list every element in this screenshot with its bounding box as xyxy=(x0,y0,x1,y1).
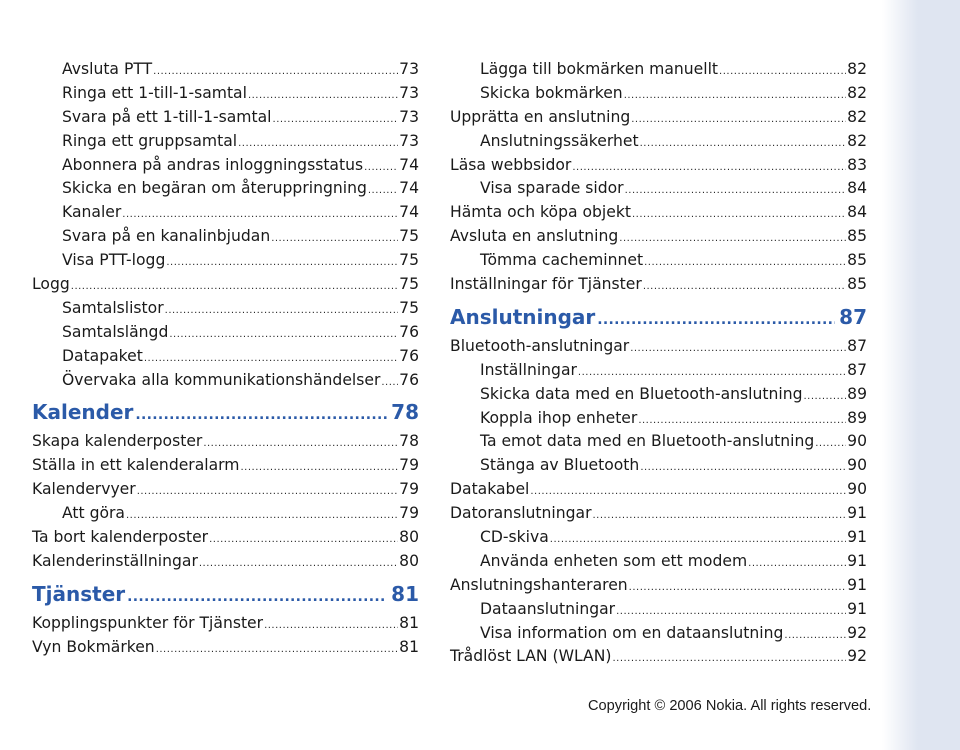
page-number: 82 xyxy=(847,107,867,126)
page-number: 84 xyxy=(847,179,867,198)
toc-entry-bluetooth-anslutningar[interactable] xyxy=(450,335,867,359)
dot-leader xyxy=(126,504,398,528)
toc-entry-installningar[interactable] xyxy=(450,359,867,383)
dot-leader xyxy=(612,647,846,671)
entry-title: Datoranslutningar xyxy=(450,504,592,523)
entry-title: Hämta och köpa objekt xyxy=(450,203,631,222)
toc-entry-avsluta-ptt[interactable] xyxy=(32,58,419,82)
dot-leader xyxy=(156,638,398,662)
page-number: 73 xyxy=(399,83,419,102)
dot-leader xyxy=(238,132,398,156)
entry-title: Bluetooth-anslutningar xyxy=(450,336,630,355)
toc-entry-att-gora[interactable] xyxy=(32,502,419,526)
dot-leader xyxy=(643,275,846,299)
entry-title: Anslutningshanteraren xyxy=(450,575,628,594)
page-number: 75 xyxy=(399,298,419,317)
toc-entry-stalla-in-ett-kalenderalarm[interactable] xyxy=(32,454,419,478)
entry-title: Stänga av Bluetooth xyxy=(480,456,640,475)
toc-entry-anslutningssakerhet[interactable] xyxy=(450,130,867,154)
page-number: 91 xyxy=(847,575,867,594)
dot-leader xyxy=(630,337,846,361)
page-number: 92 xyxy=(847,647,867,666)
entry-title: Samtalslistor xyxy=(62,298,164,317)
dot-leader xyxy=(127,579,387,615)
dot-leader xyxy=(199,552,398,576)
page-number: 84 xyxy=(847,203,867,222)
toc-entry-avsluta-en-anslutning[interactable] xyxy=(450,225,867,249)
entry-title: Svara på ett 1-till-1-samtal xyxy=(62,107,272,126)
page-number: 76 xyxy=(399,346,419,365)
page-number: 92 xyxy=(847,623,867,642)
entry-title: Ta bort kalenderposter xyxy=(32,528,209,547)
dot-leader xyxy=(578,361,846,385)
page-number: 75 xyxy=(399,275,419,294)
toc-entry-svara-pa-en-kanalinbjudan[interactable] xyxy=(32,225,419,249)
page-number: 79 xyxy=(399,456,419,475)
toc-entry-skicka-bokmarken[interactable] xyxy=(450,82,867,106)
page-number: 80 xyxy=(399,551,419,570)
page-number: 81 xyxy=(399,637,419,656)
page-number: 83 xyxy=(847,155,867,174)
toc-entry-vyn-bokmarken[interactable] xyxy=(32,636,419,660)
dot-leader xyxy=(803,385,846,409)
dot-leader xyxy=(815,432,846,456)
dot-leader xyxy=(638,409,846,433)
entry-title: Trådlöst LAN (WLAN) xyxy=(450,647,612,666)
toc-entry-cd-skiva[interactable] xyxy=(450,526,867,550)
toc-section-heading-anslutningar[interactable] xyxy=(450,299,867,335)
page-number: 85 xyxy=(847,227,867,246)
dot-leader xyxy=(273,108,399,132)
toc-entry-datoranslutningar[interactable] xyxy=(450,502,867,526)
page-number: 82 xyxy=(847,60,867,78)
entry-title: Datakabel xyxy=(450,480,530,499)
section-title: Anslutningar xyxy=(450,304,596,329)
page-number: 87 xyxy=(847,360,867,379)
toc-entry-abonnera-pa-andras-inloggningsstatus[interactable] xyxy=(32,154,419,178)
entry-title: Visa PTT-logg xyxy=(62,251,166,270)
entry-title: Avsluta PTT xyxy=(62,60,153,78)
dot-leader xyxy=(166,251,398,275)
dot-leader xyxy=(550,528,846,552)
page-number: 81 xyxy=(399,613,419,632)
toc-entry-hamta-och-kopa-objekt[interactable] xyxy=(450,201,867,225)
toc-entry-visa-information-om-en-dataanslutning[interactable] xyxy=(450,622,867,646)
dot-leader xyxy=(203,432,398,456)
entry-title: Visa sparade sidor xyxy=(480,179,624,198)
page-number: 73 xyxy=(399,131,419,150)
page-number: 78 xyxy=(391,400,419,425)
dot-leader xyxy=(122,203,398,227)
toc-entry-stanga-av-bluetooth[interactable] xyxy=(450,454,867,478)
dot-leader xyxy=(165,299,399,323)
toc-entry-samtalslistor[interactable] xyxy=(32,297,419,321)
dot-leader xyxy=(631,108,846,132)
page-number: 82 xyxy=(847,131,867,150)
section-title: Kalender xyxy=(32,400,134,425)
dot-leader xyxy=(137,480,398,504)
entry-title: Lägga till bokmärken manuellt xyxy=(480,60,719,78)
page-number: 89 xyxy=(847,408,867,427)
section-title: Tjänster xyxy=(32,581,126,606)
dot-leader xyxy=(271,227,398,251)
entry-title: Koppla ihop enheter xyxy=(480,408,638,427)
toc-entry-tomma-cacheminnet[interactable] xyxy=(450,249,867,273)
entry-title: Anslutningssäkerhet xyxy=(480,131,639,150)
page-number: 91 xyxy=(847,551,867,570)
entry-title: Ta emot data med en Bluetooth-anslutning xyxy=(480,432,815,451)
dot-leader xyxy=(530,480,846,504)
entry-title: Övervaka alla kommunikationshändelser xyxy=(62,370,381,389)
dot-leader xyxy=(719,60,846,84)
dot-leader xyxy=(381,371,398,395)
entry-title: Skapa kalenderposter xyxy=(32,432,203,451)
page-number: 90 xyxy=(847,456,867,475)
dot-leader xyxy=(619,227,846,251)
page-number: 91 xyxy=(847,528,867,547)
page-number: 76 xyxy=(399,370,419,389)
toc-entry-visa-ptt-logg[interactable] xyxy=(32,249,419,273)
page-number: 87 xyxy=(839,304,867,329)
dot-leader xyxy=(616,600,846,624)
toc-entry-anvanda-enheten-som-ett-modem[interactable] xyxy=(450,550,867,574)
entry-title: Samtalslängd xyxy=(62,322,169,341)
dot-leader xyxy=(248,84,398,108)
entry-title: Skicka data med en Bluetooth-anslutning xyxy=(480,384,803,403)
dot-leader xyxy=(624,84,846,108)
dot-leader xyxy=(153,60,398,84)
entry-title: Dataanslutningar xyxy=(480,599,616,618)
dot-leader xyxy=(71,275,398,299)
toc-entry-visa-sparade-sidor[interactable] xyxy=(450,177,867,201)
dot-leader xyxy=(368,179,398,203)
toc-entry-koppla-ihop-enheter[interactable] xyxy=(450,407,867,431)
page-number: 76 xyxy=(399,322,419,341)
toc-entry-ta-bort-kalenderposter[interactable] xyxy=(32,526,419,550)
toc-entry-anslutningshanteraren[interactable] xyxy=(450,574,867,598)
dot-leader xyxy=(364,156,398,180)
page-number: 74 xyxy=(399,179,419,198)
dot-leader xyxy=(597,302,835,338)
toc-entry-skapa-kalenderposter[interactable] xyxy=(32,430,419,454)
entry-title: Att göra xyxy=(62,504,125,523)
toc-entry-overvaka-alla-kommunikationshandelser[interactable] xyxy=(32,369,419,393)
entry-title: Inställningar för Tjänster xyxy=(450,275,642,294)
entry-title: Tömma cacheminnet xyxy=(480,251,644,270)
page-number: 75 xyxy=(399,227,419,246)
page-number: 79 xyxy=(399,504,419,523)
dot-leader xyxy=(632,203,846,227)
dot-leader xyxy=(264,614,398,638)
entry-title: Skicka bokmärken xyxy=(480,83,623,102)
page-number: 75 xyxy=(399,251,419,270)
toc-entry-kanaler[interactable] xyxy=(32,201,419,225)
entry-title: Ställa in ett kalenderalarm xyxy=(32,456,240,475)
dot-leader xyxy=(241,456,399,480)
toc-entry-lagga-till-bokmarken-manuellt[interactable] xyxy=(450,58,867,82)
dot-leader xyxy=(144,347,398,371)
dot-leader xyxy=(784,624,846,648)
dot-leader xyxy=(135,397,387,433)
page-number: 85 xyxy=(847,275,867,294)
page-number: 82 xyxy=(847,83,867,102)
toc-entry-uppratta-en-anslutning[interactable] xyxy=(450,106,867,130)
toc-entry-kalendervyer[interactable] xyxy=(32,478,419,502)
entry-title: Logg xyxy=(32,275,70,294)
toc-entry-samtalslangd[interactable] xyxy=(32,321,419,345)
entry-title: Visa information om en dataanslutning xyxy=(480,623,784,642)
page-number: 73 xyxy=(399,107,419,126)
toc-entry-datakabel[interactable] xyxy=(450,478,867,502)
entry-title: Ringa ett 1-till-1-samtal xyxy=(62,83,247,102)
page-number: 74 xyxy=(399,203,419,222)
toc-entry-kalenderinstallningar[interactable] xyxy=(32,550,419,574)
dot-leader xyxy=(593,504,847,528)
page-number: 80 xyxy=(399,528,419,547)
entry-title: Inställningar xyxy=(480,360,577,379)
entry-title: Kanaler xyxy=(62,203,122,222)
entry-title: Upprätta en anslutning xyxy=(450,107,631,126)
toc-entry-logg[interactable] xyxy=(32,273,419,297)
page-number: 81 xyxy=(391,581,419,606)
entry-title: Svara på en kanalinbjudan xyxy=(62,227,271,246)
page-number: 85 xyxy=(847,251,867,270)
page-number: 90 xyxy=(847,432,867,451)
dot-leader xyxy=(572,156,846,180)
toc-entry-datapaket[interactable] xyxy=(32,345,419,369)
page-number: 91 xyxy=(847,504,867,523)
page-number: 78 xyxy=(399,432,419,451)
dot-leader xyxy=(169,323,398,347)
page-number: 73 xyxy=(399,60,419,78)
page-number: 89 xyxy=(847,384,867,403)
entry-title: Kalendervyer xyxy=(32,480,136,499)
toc-entry-ringa-ett-1-till-1-samtal[interactable] xyxy=(32,82,419,106)
entry-title: Kopplingspunkter för Tjänster xyxy=(32,613,264,632)
page-number: 91 xyxy=(847,599,867,618)
copyright-notice: Copyright © 2006 Nokia. All rights reserved. xyxy=(588,698,872,714)
toc-entry-skicka-en-begaran-om-ateruppringning[interactable] xyxy=(32,177,419,201)
dot-leader xyxy=(748,552,846,576)
entry-title: Avsluta en anslutning xyxy=(450,227,619,246)
toc-entry-ringa-ett-gruppsamtal[interactable] xyxy=(32,130,419,154)
page-number: 79 xyxy=(399,480,419,499)
toc-section-heading-kalender[interactable] xyxy=(32,394,419,430)
entry-title: Skicka en begäran om återuppringning xyxy=(62,179,367,198)
dot-leader xyxy=(640,132,847,156)
toc-entry-dataanslutningar[interactable] xyxy=(450,598,867,622)
page-number: 90 xyxy=(847,480,867,499)
toc-entry-installningar-for-tjanster[interactable] xyxy=(450,273,867,297)
entry-title: Kalenderinställningar xyxy=(32,551,198,570)
entry-title: Abonnera på andras inloggningsstatus xyxy=(62,155,364,174)
page-number: 74 xyxy=(399,155,419,174)
entry-title: Vyn Bokmärken xyxy=(32,637,155,656)
entry-title: Ringa ett gruppsamtal xyxy=(62,131,238,150)
entry-title: Använda enheten som ett modem xyxy=(480,551,748,570)
dot-leader xyxy=(644,251,846,275)
toc-entry-tradlost-lan-wlan[interactable] xyxy=(450,645,867,669)
dot-leader xyxy=(629,576,846,600)
toc-entry-kopplingspunkter-for-tjanster[interactable] xyxy=(32,612,419,636)
entry-title: CD-skiva xyxy=(480,528,549,547)
toc-entry-skicka-data-med-en-bluetooth-anslutning[interactable] xyxy=(450,383,867,407)
page-edge-stripe xyxy=(882,0,960,750)
toc-left-column xyxy=(32,58,419,660)
toc-section-heading-tjanster[interactable] xyxy=(32,576,419,612)
toc-entry-svara-pa-ett-1-till-1-samtal[interactable] xyxy=(32,106,419,130)
toc-entry-lasa-webbsidor[interactable] xyxy=(450,154,867,178)
entry-title: Läsa webbsidor xyxy=(450,155,572,174)
toc-right-column xyxy=(450,58,867,669)
dot-leader xyxy=(209,528,398,552)
toc-entry-ta-emot-data-med-en-bluetooth-anslutning[interactable] xyxy=(450,430,867,454)
dot-leader xyxy=(640,456,846,480)
page-number: 87 xyxy=(847,336,867,355)
dot-leader xyxy=(625,179,847,203)
entry-title: Datapaket xyxy=(62,346,143,365)
